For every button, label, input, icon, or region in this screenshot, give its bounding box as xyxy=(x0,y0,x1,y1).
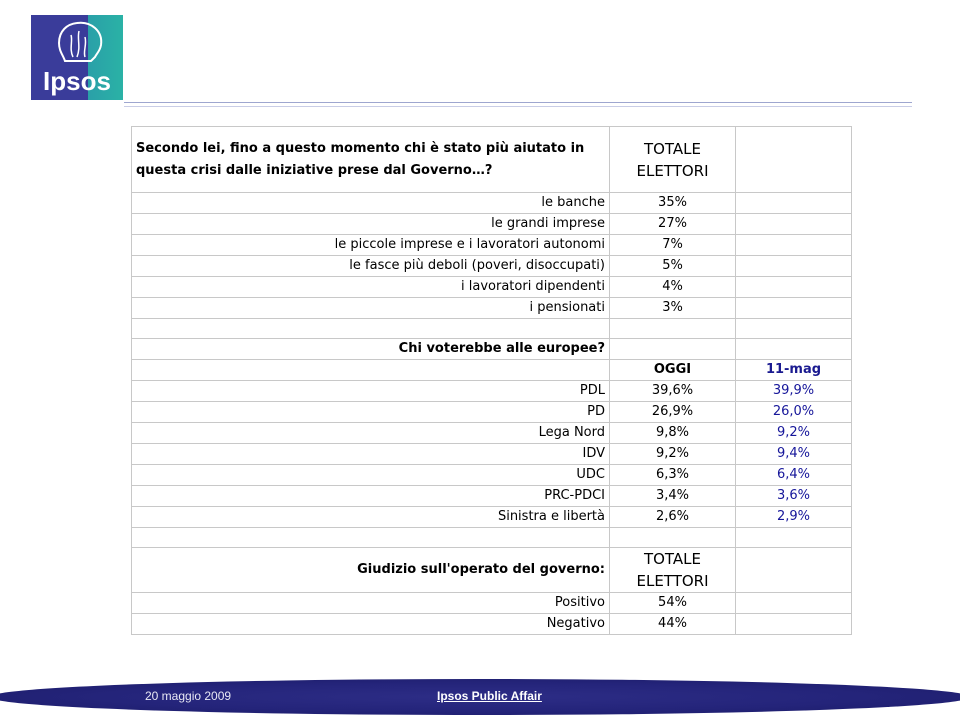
empty-cell xyxy=(736,614,852,635)
row-label: PDL xyxy=(132,381,610,402)
row-label: le banche xyxy=(132,193,610,214)
footer-date: 20 maggio 2009 xyxy=(145,689,232,703)
survey-results-table xyxy=(131,126,852,635)
table-row xyxy=(132,381,852,402)
table-row xyxy=(132,593,852,614)
row-label: le grandi imprese xyxy=(132,214,610,235)
logo-text: Ipsos xyxy=(43,66,111,96)
row-value-now: 26,9% xyxy=(610,402,736,423)
empty-cell xyxy=(736,548,852,593)
table-row xyxy=(132,298,852,319)
question1-text: Secondo lei, fino a questo momento chi è stato più aiutato in questa crisi dalle iniziative prese dal Governo…? xyxy=(132,127,610,193)
column-header-oggi: OGGI xyxy=(610,360,736,381)
row-value-prev: 26,0% xyxy=(736,402,852,423)
row-value-prev: 6,4% xyxy=(736,465,852,486)
empty-cell xyxy=(736,319,852,339)
question2-text: Chi voterebbe alle europee? xyxy=(132,339,610,360)
table-row xyxy=(132,507,852,528)
empty-cell xyxy=(736,277,852,298)
empty-cell xyxy=(610,319,736,339)
row-value-prev: 2,9% xyxy=(736,507,852,528)
question1-total-header: TOTALE ELETTORI xyxy=(610,127,736,193)
ipsos-logo xyxy=(31,15,123,100)
row-label: le piccole imprese e i lavoratori autonomi xyxy=(132,235,610,256)
empty-cell xyxy=(736,214,852,235)
empty-cell xyxy=(736,193,852,214)
row-value: 7% xyxy=(610,235,736,256)
empty-cell xyxy=(132,360,610,381)
row-value-now: 9,8% xyxy=(610,423,736,444)
question2-column-header-row xyxy=(132,360,852,381)
row-label: IDV xyxy=(132,444,610,465)
row-value-now: 9,2% xyxy=(610,444,736,465)
row-value-now: 2,6% xyxy=(610,507,736,528)
empty-cell xyxy=(736,528,852,548)
table-row xyxy=(132,402,852,423)
row-value-now: 6,3% xyxy=(610,465,736,486)
empty-cell xyxy=(132,319,610,339)
empty-cell xyxy=(736,235,852,256)
row-label: i pensionati xyxy=(132,298,610,319)
table-row xyxy=(132,277,852,298)
table-row xyxy=(132,235,852,256)
row-value: 5% xyxy=(610,256,736,277)
table-row xyxy=(132,193,852,214)
question1-header-row xyxy=(132,127,852,193)
row-label: i lavoratori dipendenti xyxy=(132,277,610,298)
row-value-now: 39,6% xyxy=(610,381,736,402)
row-value-prev: 3,6% xyxy=(736,486,852,507)
spacer-row xyxy=(132,528,852,548)
spacer-row xyxy=(132,319,852,339)
empty-cell xyxy=(610,339,736,360)
row-label: Negativo xyxy=(132,614,610,635)
empty-cell xyxy=(736,339,852,360)
row-label: PRC-PDCI xyxy=(132,486,610,507)
question2-header-row xyxy=(132,339,852,360)
row-label: Positivo xyxy=(132,593,610,614)
empty-cell xyxy=(610,528,736,548)
row-label: UDC xyxy=(132,465,610,486)
empty-cell xyxy=(736,256,852,277)
row-value-prev: 39,9% xyxy=(736,381,852,402)
empty-cell xyxy=(736,127,852,193)
row-label: Sinistra e libertà xyxy=(132,507,610,528)
question3-header-row xyxy=(132,548,852,593)
empty-cell xyxy=(736,593,852,614)
row-value: 4% xyxy=(610,277,736,298)
table-row xyxy=(132,214,852,235)
question3-total-header: TOTALE ELETTORI xyxy=(610,548,736,593)
row-label: le fasce più deboli (poveri, disoccupati) xyxy=(132,256,610,277)
row-value: 27% xyxy=(610,214,736,235)
empty-cell xyxy=(132,528,610,548)
row-value-now: 3,4% xyxy=(610,486,736,507)
row-value: 44% xyxy=(610,614,736,635)
row-value: 35% xyxy=(610,193,736,214)
table-row xyxy=(132,614,852,635)
row-label: PD xyxy=(132,402,610,423)
row-value: 54% xyxy=(610,593,736,614)
footer-organization-link[interactable]: Ipsos Public Affair xyxy=(437,689,542,703)
header-divider xyxy=(124,102,912,107)
table-row xyxy=(132,444,852,465)
empty-cell xyxy=(736,298,852,319)
table-row xyxy=(132,465,852,486)
row-value-prev: 9,2% xyxy=(736,423,852,444)
row-value: 3% xyxy=(610,298,736,319)
row-label: Lega Nord xyxy=(132,423,610,444)
question3-text: Giudizio sull'operato del governo: xyxy=(132,548,610,593)
table-row xyxy=(132,256,852,277)
table-row xyxy=(132,423,852,444)
table-row xyxy=(132,486,852,507)
column-header-11-mag: 11-mag xyxy=(736,360,852,381)
row-value-prev: 9,4% xyxy=(736,444,852,465)
